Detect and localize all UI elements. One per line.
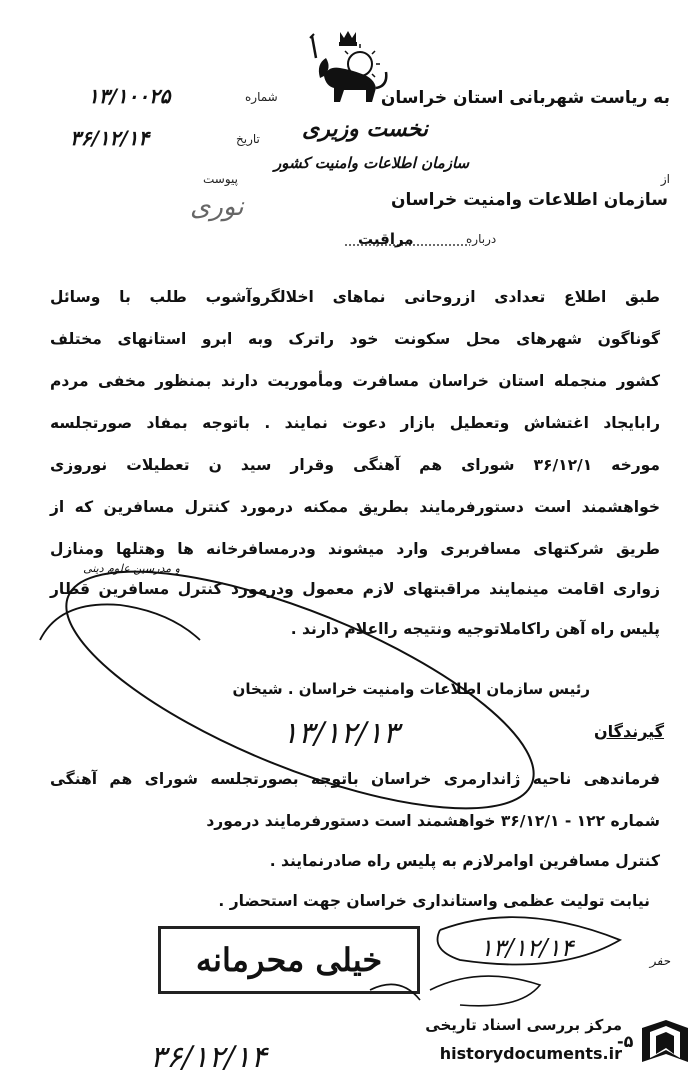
date-value: ۳۶/۱۲/۱۴ (70, 126, 150, 150)
from-label: از (660, 172, 670, 186)
recipient-line: فرماندهی ناحیه ژاندارمری خراسان باتوجه بصورتجلسه شورای هم آهنگی (50, 770, 660, 788)
attachment-label: پیوست (203, 172, 238, 186)
page-number: -۵ (617, 1032, 634, 1051)
body-line: رابایجاد اغتشاش وتعطیل بازار دعوت نمایند . باتوجه بمفاد صورتجلسه (50, 414, 660, 432)
from-value: سازمان اطلاعات وامنیت خراسان (391, 190, 668, 210)
archive-logo-icon (636, 1014, 694, 1072)
organization-title: سازمان اطلاعات وامنیت کشور (274, 154, 470, 172)
body-line: طریق شرکتهای مسافربری وارد میشوند ودرمسافرخانه ها وهتلها ومنازل (50, 540, 660, 558)
handwritten-signature: ۱۳/۱۲/۱۳ (282, 716, 399, 751)
subject-value: مراقبت (358, 230, 414, 248)
handwritten-date: ۱۳/۱۲/۱۴ (480, 934, 574, 962)
body-line: طبق اطلاع تعدادی ازروحانی نماهای اخلالگروآشوب طلب با وسائل (50, 288, 660, 306)
number-label: شماره (245, 90, 278, 104)
number-value: ۱۳/۱۰۰۲۵ (88, 84, 171, 108)
body-line: زواری اقامت مینمایند مراقبتهای لازم معمول ودرمورد کنترل مسافرین قطار (50, 580, 660, 598)
recipient-line: کنترل مسافرین اوامرلازم به پلیس راه صادرنمایند . (269, 852, 660, 870)
archive-watermark (412, 1012, 694, 1074)
handwritten-note: نوری (190, 192, 244, 222)
body-line: کشور منجمله استان خراسان مسافرت ومأموریت دارند بمنظور مخفی مردم (50, 372, 660, 390)
interlinear-note: و مدرسین علوم دینی (83, 562, 180, 575)
classification-stamp-text: خیلی محرمانه (195, 941, 383, 979)
body-line: مورخه ۳۶/۱۲/۱ شورای هم آهنگی وقرار سید ن تعطیلات نوروزی (50, 456, 660, 474)
signature-title: رئیس سازمان اطلاعات وامنیت خراسان . شیخان (232, 680, 590, 698)
handwritten-date-prefix: حفر (650, 954, 671, 968)
subject-label: درباره (466, 232, 497, 246)
recipient-line: نیابت تولیت عظمی واستانداری خراسان جهت استحضار . (218, 892, 650, 910)
watermark-title: مرکز بررسی اسناد تاریخی (425, 1016, 622, 1034)
body-line: گوناگون شهرهای محل سکونت خود راترک وبه ابرو استانهای مختلف (50, 330, 660, 348)
body-line: پلیس راه آهن راکاملاتوجیه ونتیجه رااعلام دارند . (290, 620, 660, 638)
body-line: خواهشمند است دستورفرمایند بطریق ممکنه درمورد کنترل مسافرین که از (50, 498, 660, 516)
watermark-url: historydocuments.ir (439, 1044, 622, 1063)
ministry-title: نخست وزیری (302, 116, 428, 142)
recipient-line: شماره ۱۲۲ - ۳۶/۱۲/۱ خواهشمند است دستورفرمایند درمورد (206, 812, 660, 830)
recipients-heading: گیرندگان (593, 722, 664, 741)
recipient-line: به ریاست شهربانی استان خراسان (380, 88, 670, 108)
date-label: تاریخ (236, 132, 260, 146)
bottom-handwritten-note: ۳۶/۱۲/۱۴ (150, 1040, 267, 1075)
